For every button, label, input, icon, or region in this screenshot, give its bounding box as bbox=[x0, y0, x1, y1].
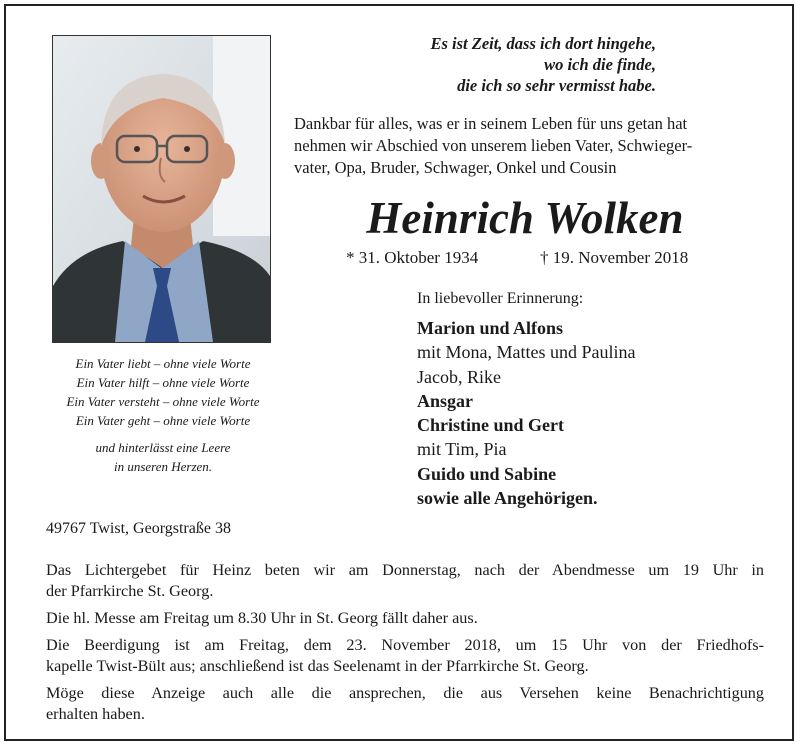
verse-closing-line: und hinterlässt eine Leere bbox=[95, 440, 231, 455]
notice-line: Möge diese Anzeige auch alle die ansprechen, die aus Versehen keine Benachrichtigung bbox=[46, 684, 764, 702]
notice-paragraph bbox=[46, 560, 764, 602]
mourner-line: Marion und Alfons bbox=[417, 318, 564, 338]
notice-line: erhalten haben. bbox=[46, 705, 145, 723]
family-address: 49767 Twist, Georgstraße 38 bbox=[46, 520, 231, 537]
mourner-line: Ansgar bbox=[417, 390, 474, 411]
mourner-line: sowie alle Angehörigen. bbox=[417, 488, 598, 509]
verse-line: Ein Vater versteht – ohne viele Worte bbox=[66, 394, 260, 409]
notice-paragraph bbox=[46, 683, 764, 725]
deceased-name: Heinrich Wolken bbox=[366, 193, 684, 243]
quote-line: die ich so sehr vermisst habe. bbox=[457, 76, 656, 95]
intro-line: nehmen wir Abschied von unserem lieben Vater, Schwieger- bbox=[294, 136, 693, 155]
mourner-line: Jacob, Rike bbox=[417, 366, 501, 387]
quote-line: wo ich die finde, bbox=[544, 55, 656, 74]
verse-line: Ein Vater liebt – ohne viele Worte bbox=[75, 356, 251, 371]
verse-line: Ein Vater geht – ohne viele Worte bbox=[75, 413, 251, 428]
intro-line: Dankbar für alles, was er in seinem Leben für uns getan hat bbox=[294, 114, 688, 133]
verse-closing-line: in unseren Herzen. bbox=[113, 459, 213, 474]
notice-line: Das Lichtergebet für Heinz beten wir am Donnerstag, nach der Abendmesse um 19 Uhr in bbox=[46, 561, 764, 579]
memory-intro: In liebevoller Erinnerung: bbox=[417, 290, 584, 307]
mourner-line: mit Mona, Mattes und Paulina bbox=[417, 342, 636, 363]
opening-quote bbox=[300, 33, 656, 96]
notice-line: Die hl. Messe am Freitag um 8.30 Uhr in St. Georg fällt daher aus. bbox=[46, 609, 478, 627]
intro-line: vater, Opa, Bruder, Schwager, Onkel und Cousin bbox=[294, 158, 617, 177]
farewell-intro bbox=[294, 113, 764, 179]
mourner-line: mit Tim, Pia bbox=[417, 439, 507, 460]
death-date: † 19. November 2018 bbox=[540, 248, 689, 267]
portrait-photo bbox=[52, 35, 271, 343]
notice-line: Die Beerdigung ist am Freitag, dem 23. November 2018, um 15 Uhr von der Friedhofs- bbox=[46, 636, 764, 654]
mourner-line: Christine und Gert bbox=[417, 415, 565, 436]
notice-line: der Pfarrkirche St. Georg. bbox=[46, 582, 214, 600]
father-verse bbox=[38, 354, 288, 476]
birth-date: * 31. Oktober 1934 bbox=[346, 248, 479, 267]
quote-line: Es ist Zeit, dass ich dort hingehe, bbox=[430, 34, 656, 53]
verse-line: Ein Vater hilft – ohne viele Worte bbox=[76, 375, 250, 390]
mourner-line: Guido und Sabine bbox=[417, 463, 557, 484]
mourners-list bbox=[417, 316, 635, 510]
notice-paragraph bbox=[46, 608, 764, 629]
service-notices bbox=[46, 560, 764, 731]
notice-paragraph bbox=[46, 635, 764, 677]
notice-line: kapelle Twist-Bült aus; anschließend ist das Seelenamt in der Pfarrkirche St. Georg. bbox=[46, 657, 589, 675]
